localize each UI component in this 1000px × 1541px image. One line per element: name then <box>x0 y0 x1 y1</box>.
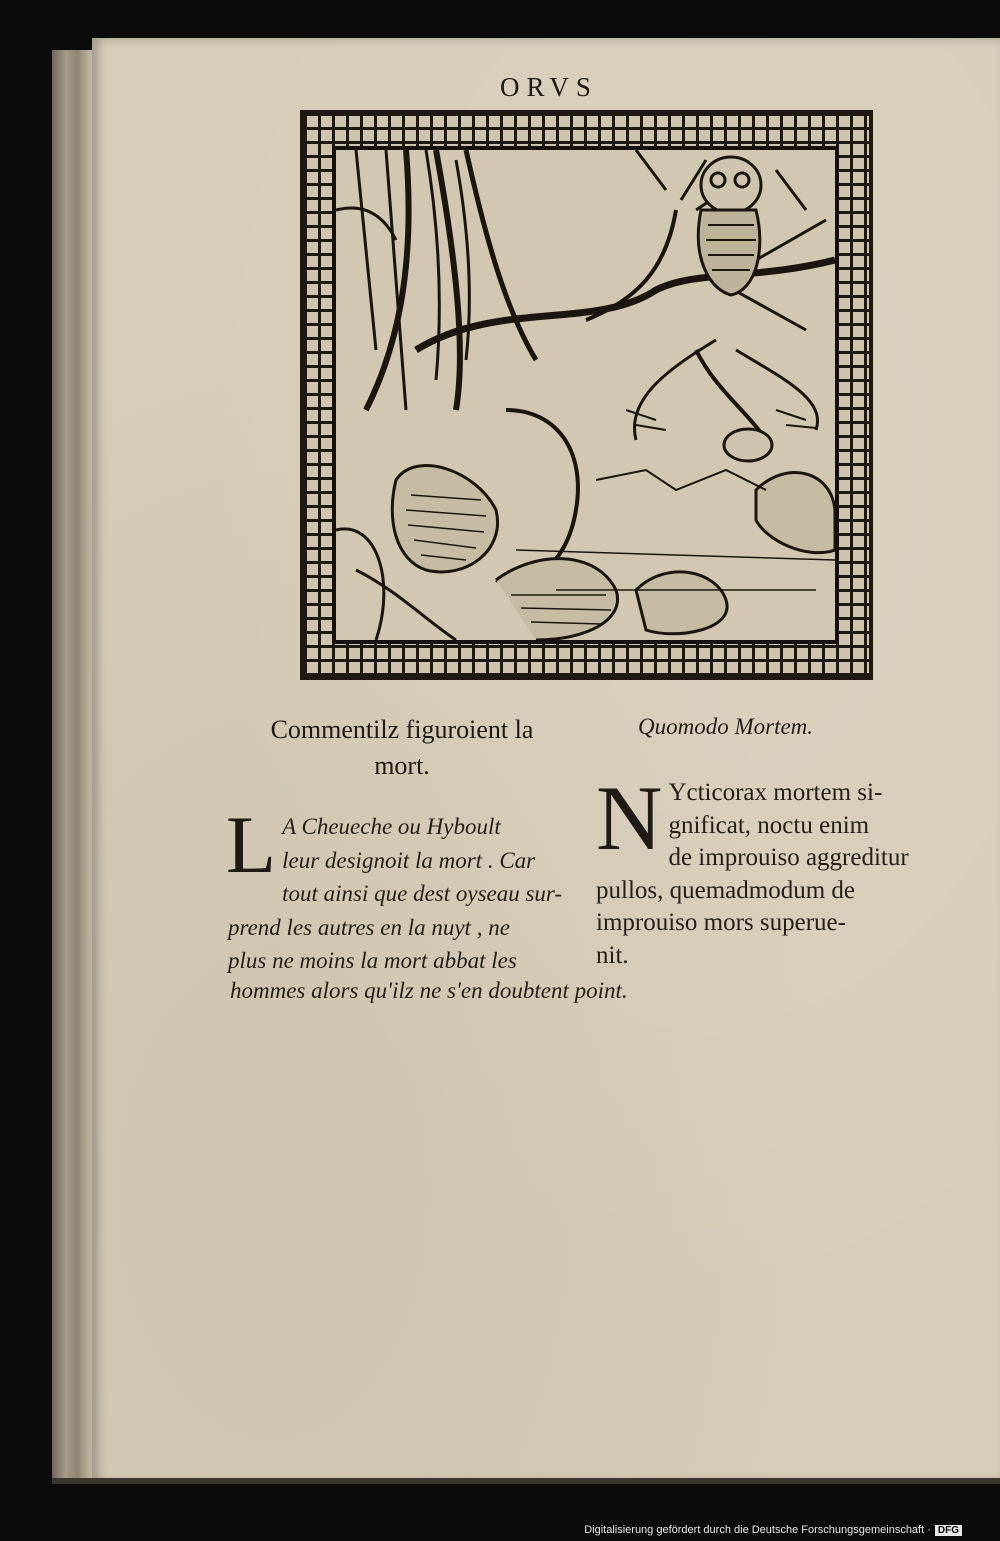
latin-line: Ycticorax mortem si- <box>668 779 883 806</box>
french-paragraph <box>226 799 578 978</box>
latin-line: gnificat, noctu enim <box>668 811 870 839</box>
french-heading-line1: Commentilz figuroient la <box>270 715 534 744</box>
french-line: A Cheueche ou Hyboult <box>282 814 501 839</box>
footer-text: Digitalisierung gefördert durch die Deutsche Forschungsgemeinschaft · <box>584 1524 931 1536</box>
latin-line: nit. <box>596 941 629 969</box>
french-last-line: hommes alors qu'ilz ne s'en doubtent point. <box>230 978 628 1003</box>
french-line: tout ainsi que dest oyseau sur- <box>282 881 563 906</box>
latin-line: de improuiso aggreditur <box>668 844 909 871</box>
latin-heading: Quomodo Mortem. <box>638 714 814 739</box>
running-head: ORVS <box>500 72 598 102</box>
latin-drop-cap: N <box>596 767 663 869</box>
dfg-logo: DFG <box>935 1525 962 1536</box>
french-line: prend les autres en la nuyt , ne <box>228 914 510 940</box>
french-line: plus ne moins la mort abbat les <box>228 948 517 973</box>
french-line: leur designoit la mort . Car <box>282 847 536 873</box>
french-heading <box>222 712 582 784</box>
digitization-footer <box>584 1524 962 1536</box>
latin-line: improuiso mors superue- <box>596 909 846 936</box>
latin-line: pullos, quemadmodum de <box>596 876 855 904</box>
latin-paragraph <box>596 767 948 972</box>
page-bottom-shadow <box>52 1478 1000 1484</box>
french-heading-line2: mort. <box>374 751 430 780</box>
french-drop-cap: L <box>226 799 277 890</box>
owl-woodcut-illustration <box>332 146 839 644</box>
